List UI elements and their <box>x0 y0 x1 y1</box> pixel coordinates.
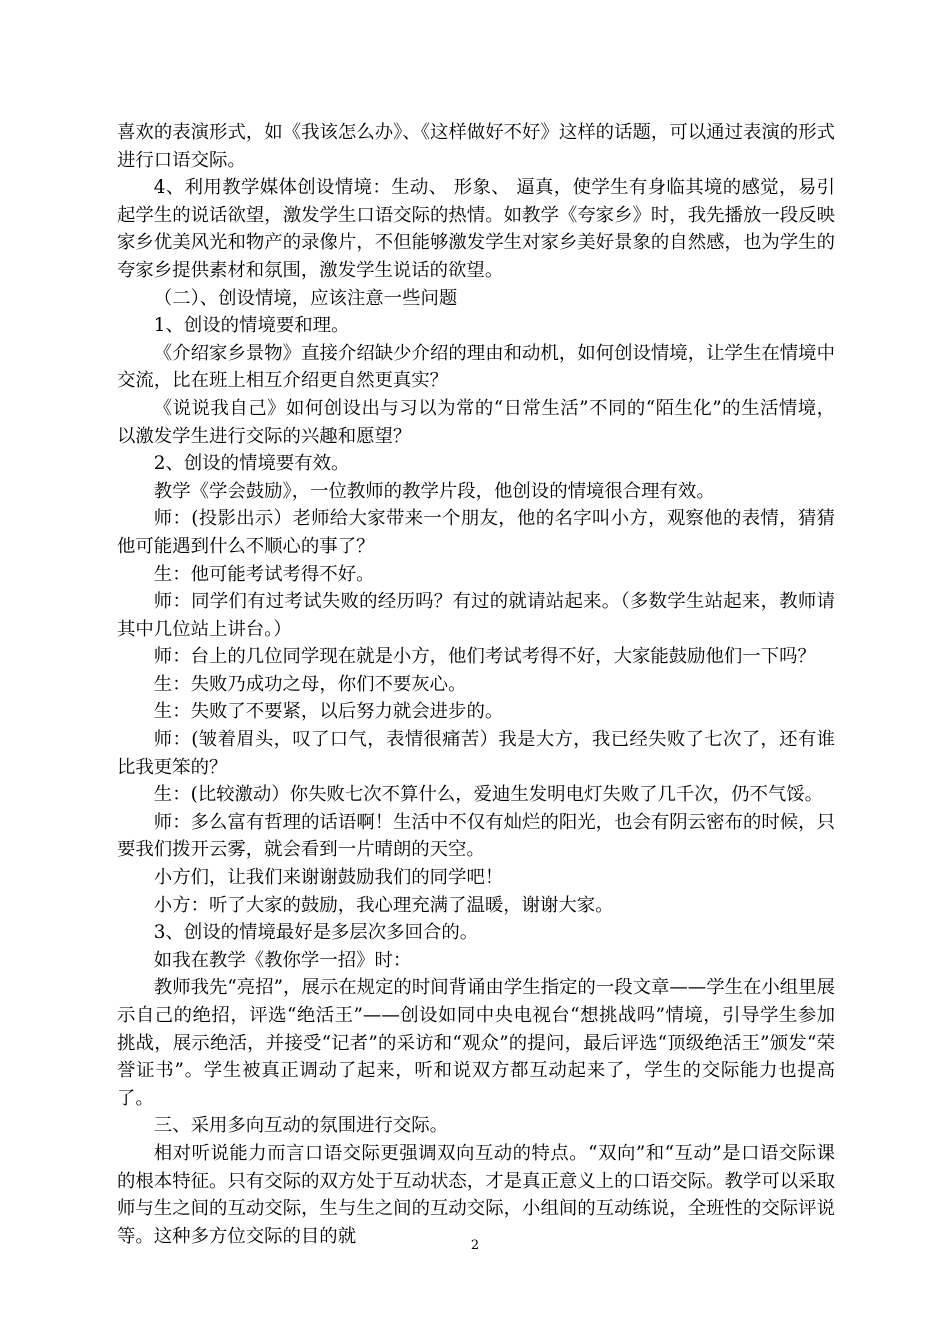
paragraph: 喜欢的表演形式，如《我该怎么办》、《这样做好不好》这样的话题，可以通过表演的形式进行口语交际。 <box>117 122 835 171</box>
paragraph: 教师我先“亮招”，展示在规定的时间背诵由学生指定的一段文章——学生在小组里展示自己的绝招，评选“绝活王”——创设如同中央电视台“想挑战吗”情境，引导学生参加挑战，展示绝活，并接受“记者”的采访和“观众”的提问，最后评选“顶级绝活王”颁发“荣誉证书”。学生被真正调动了起来，听和说双方都互动起来了，学生的交际能力也提高了。 <box>117 977 835 1109</box>
paragraph: 2、创设的情境要有效。 <box>153 453 350 475</box>
paragraph: 生：失败了不要紧，以后努力就会进步的。 <box>153 701 504 723</box>
paragraph: 师：(投影出示）老师给大家带来一个朋友，他的名字叫小方，观察他的表情，猜猜他可能遇到什么不顺心的事了？ <box>117 508 835 557</box>
paragraph: 《说说我自己》如何创设出与习以为常的“日常生活”不同的“陌生化”的生活情境，以激发学生进行交际的兴趣和愿望？ <box>117 397 835 447</box>
paragraph: 生：(比较激动）你失败七次不算什么，爱迪生发明电灯失败了几千次，仍不气馁。 <box>153 784 824 806</box>
paragraph: 师：台上的几位同学现在就是小方，他们考试考得不好，大家能鼓励他们一下吗？ <box>153 646 816 668</box>
paragraph: 小方们，让我们来谢谢鼓励我们的同学吧！ <box>153 867 504 889</box>
paragraph: 生：失败乃成功之母，你们不要灰心。 <box>153 673 467 695</box>
paragraph: 教学《学会鼓励》，一位教师的教学片段，他创设的情境很合理有效。 <box>153 480 715 502</box>
page-number: 2 <box>470 1238 480 1253</box>
paragraph: 师：同学们有过考试失败的经历吗？有过的就请站起来。（多数学生站起来，教师请其中几位站上讲台。） <box>117 591 835 640</box>
paragraph: 师：多么富有哲理的话语啊！生活中不仅有灿烂的阳光，也会有阴云密布的时候，只要我们拨开云雾，就会看到一片晴朗的天空。 <box>117 811 835 861</box>
paragraph: 师：(皱着眉头，叹了口气，表情很痛苦）我是大方，我已经失败了七次了，还有谁比我更笨的？ <box>117 729 835 778</box>
paragraph: 如我在教学《教你学一招》时： <box>153 949 412 971</box>
body-text <box>117 119 835 1250</box>
paragraph: 4、利用教学媒体创设情境：生动、 形象、 逼真，使学生有身临其境的感觉，易引起学生的说话欲望，激发学生口语交际的热情。如教学《夸家乡》时，我先播放一段反映家乡优美风光和物产的录像片，不但能够激发学生对家乡美好景象的自然感，也为学生的夸家乡提供素材和氛围，激发学生说话的欲望。 <box>117 177 835 281</box>
paragraph: 生：他可能考试考得不好。 <box>153 563 375 585</box>
paragraph: 相对听说能力而言口语交际更强调双向互动的特点。“双向”和“互动”是口语交际课的根本特征。只有交际的双方处于互动状态，才是真正意义上的口语交际。教学可以采取师与生之间的互动交际，生与生之间的互动交际，小组间的互动练说，全班性的交际评说等。这种多方位交际的目的就 <box>117 1142 835 1247</box>
paragraph: 3、创设的情境最好是多层次多回合的。 <box>153 922 479 944</box>
paragraph: 1、创设的情境要和理。 <box>153 315 350 337</box>
paragraph: 小方：听了大家的鼓励，我心理充满了温暖，谢谢大家。 <box>153 894 614 916</box>
paragraph: （二）、创设情境，应该注意一些问题 <box>153 287 458 309</box>
paragraph: 《介绍家乡景物》直接介绍缺少介绍的理由和动机，如何创设情境，让学生在情境中交流，比在班上相互介绍更自然更真实？ <box>117 342 835 392</box>
paragraph: 三、采用多向互动的氛围进行交际。 <box>153 1115 449 1137</box>
